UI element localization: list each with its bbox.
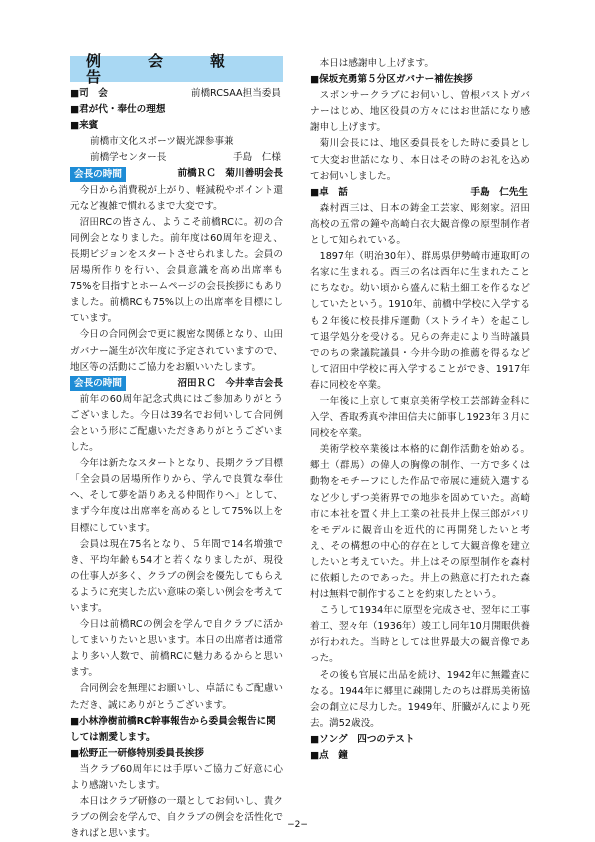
- talk-heading: [310, 185, 530, 201]
- program-value: 前橋RCSAA担当委員: [190, 88, 281, 99]
- speech-speaker: 前橋ＲＣ 菊川善明会長: [177, 168, 283, 180]
- speech-badge: 会長の時間: [70, 167, 126, 182]
- speech-paragraph: 合同例会を無理にお願いし、卓話にもご配慮いただき、誠にありがとうございます。: [70, 683, 283, 711]
- page-number: −2−: [287, 820, 308, 830]
- guest-line: [70, 134, 283, 150]
- section-title-banner: [70, 51, 283, 86]
- program-item: [70, 86, 283, 102]
- talk-title: ■卓 話: [310, 186, 348, 198]
- closing-item: ■点 鐘: [310, 750, 348, 762]
- closing-item: ■ソング 四つのテスト: [310, 733, 415, 745]
- program-item: [70, 118, 283, 134]
- speech-paragraph: 今日は前橋RCの例会を学んで自クラブに活かしてまいりたいと思います。本日の出席者は通常より多い人数で、前橋RCに魅力あるからと思います。: [70, 619, 283, 679]
- program-label: ■司 会: [70, 88, 108, 99]
- talk-paragraph: 1897年（明治30年）、群馬県伊勢崎市連取町の名家に生まれる。酉三の名は酉年に生まれたことにちなむ。幼い頃から盛んに粘土細工を作るなどしていたという。1910年、前橋中学校に入学するも２年後に校長排斥運動（ストライキ）を起こして退学処分を受ける。兄らの奔走により当時議員でのちの衆議院議員・今井今助の推薦を得るなどして沼田中学校に再入学することができ、1917年春に同校を卒業。: [310, 251, 530, 391]
- speech-paragraph: 沼田RCの皆さん、ようこそ前橋RCに。初の合同例会となりました。前年度は60周年を迎え、長期ビジョンをスタートさせられました。会員の居場所作りを行い、会員意識を高め出席率も75%を目指すとホームページの会長挨拶にもありました。前橋RCも75%以上の出席率を目標にしています。: [70, 216, 284, 325]
- talk-speaker: 手島 仁先生: [470, 186, 528, 198]
- talk-paragraph: 森村酉三は、日本の鋳金工芸家、彫刻家。沼田高校の五常の鐘や高崎白衣大観音像の原型制作者として知られている。: [310, 202, 530, 247]
- report-heading: ■小林浄樹前橋RC幹事報告から委員会報告に関しては割愛します。: [70, 715, 276, 743]
- speech-heading: [70, 376, 283, 392]
- talk-paragraph: こうして1934年に原型を完成させ、翌年に工事着工、翌々年（1936年）竣工し同年10月開眼供養が行われた。当時としては世界最大の観音像であった。: [310, 605, 530, 665]
- greeting-paragraph: スポンサークラブにお伺いし、曽根パストガバナーはじめ、地区役員の方々にはお世話になり感謝申し上げます。: [310, 90, 530, 134]
- greeting-paragraph: 菊川会長には、地区委員長をした時に委員として大変お世話になり、本日はその時のお礼を込めてお伺いしました。: [310, 138, 530, 182]
- talk-paragraph: 一年後に上京して東京美術学校工芸部鋳金科に入学、香取秀真や津田信夫に師事し1923年３月に同校を卒業。: [310, 395, 530, 440]
- greeting-paragraph: 本日はクラブ研修の一環としてお伺いし、貴クラブの例会を学んで、自クラブの例会を活性化できればと思います。: [70, 796, 283, 840]
- speech-paragraph: 今年は新たなスタートとなり、長期クラブ目標「全会員の居場所作りから、学んで良質な奉仕へ、そして夢を語りあえる仲間作りへ」として、まず今年度は出席率を高めるとして75%以上を目標にしています。: [70, 458, 283, 534]
- speech-paragraph: 今日の合同例会で更に親密な関係となり、山田ガバナー誕生が次年度に予定されていますので、地区等の活動にご協力をお願いいたします。: [70, 329, 283, 373]
- left-column: [70, 51, 284, 842]
- speech-speaker: 沼田ＲＣ 今井幸吉会長: [177, 377, 283, 389]
- guest-line: [70, 150, 283, 166]
- greeting-heading: ■保坂充勇第５分区ガバナー補佐挨拶: [310, 74, 473, 86]
- speech-paragraph: 今日から消費税が上がり、軽減税やポイント還元など複雑で慣れるまで大変です。: [70, 184, 283, 212]
- greeting-heading: ■松野正一研修特別委員長挨拶: [70, 747, 204, 759]
- guest-org: 前橋学センター長: [90, 152, 167, 164]
- program-label: ■来賓: [70, 120, 99, 132]
- speech-paragraph: 会員は現在75名となり、５年間で14名増強でき、平均年齢も54才と若くなりましたが、現役の仕事人が多く、クラブの例会を優先してもらえるように充実した広い意味の楽しい例会を考えています。: [70, 538, 283, 614]
- speech-badge: 会長の時間: [70, 376, 126, 391]
- program-item: [70, 102, 283, 118]
- speech-heading: [70, 166, 283, 182]
- greeting-paragraph: 当クラブ60周年には手厚いご協力ご好意に心より感謝いたします。: [70, 763, 283, 792]
- guest-org: 前橋市文化スポーツ観光課参事兼: [90, 136, 234, 148]
- talk-paragraph: その後も官展に出品を続け、1942年に無鑑査になる。1944年に郷里に疎開したのちは群馬美術協会の創立に尽力した。1949年、肝臓がんにより死去。満52歳没。: [310, 669, 530, 729]
- talk-paragraph: 美術学校卒業後は本格的に創作活動を始める。郷土（群馬）の偉人の胸像の制作、一方で多くは動物をモチーフにした作品で帝展に連続入選するなど少しずつ美術界での地歩を固めていた。高崎市に本社を置く井上工業の社長井上保三郎がパリをモデルに観音山を近代的に再開発したいと考え、その構想の中心的存在として大観音像を建立したいと考えていた。井上はその原型制作を森村に依頼したのであった。井上の熱意に打たれた森村は無料で制作することを約束したという。: [310, 444, 530, 601]
- guest-name: 手島 仁様: [233, 152, 281, 164]
- section-title: 例 会 報 告: [86, 51, 273, 86]
- speech-paragraph: 前年の60周年記念式典にはご参加ありがとうございました。今日は39名でお伺いして合同例会という形にご配慮いただきありがとうございました。: [70, 393, 283, 454]
- right-column: [310, 56, 530, 764]
- greeting-paragraph: 本日は感謝申し上げます。: [319, 58, 434, 69]
- program-label: ■君が代・奉仕の理想: [70, 104, 166, 116]
